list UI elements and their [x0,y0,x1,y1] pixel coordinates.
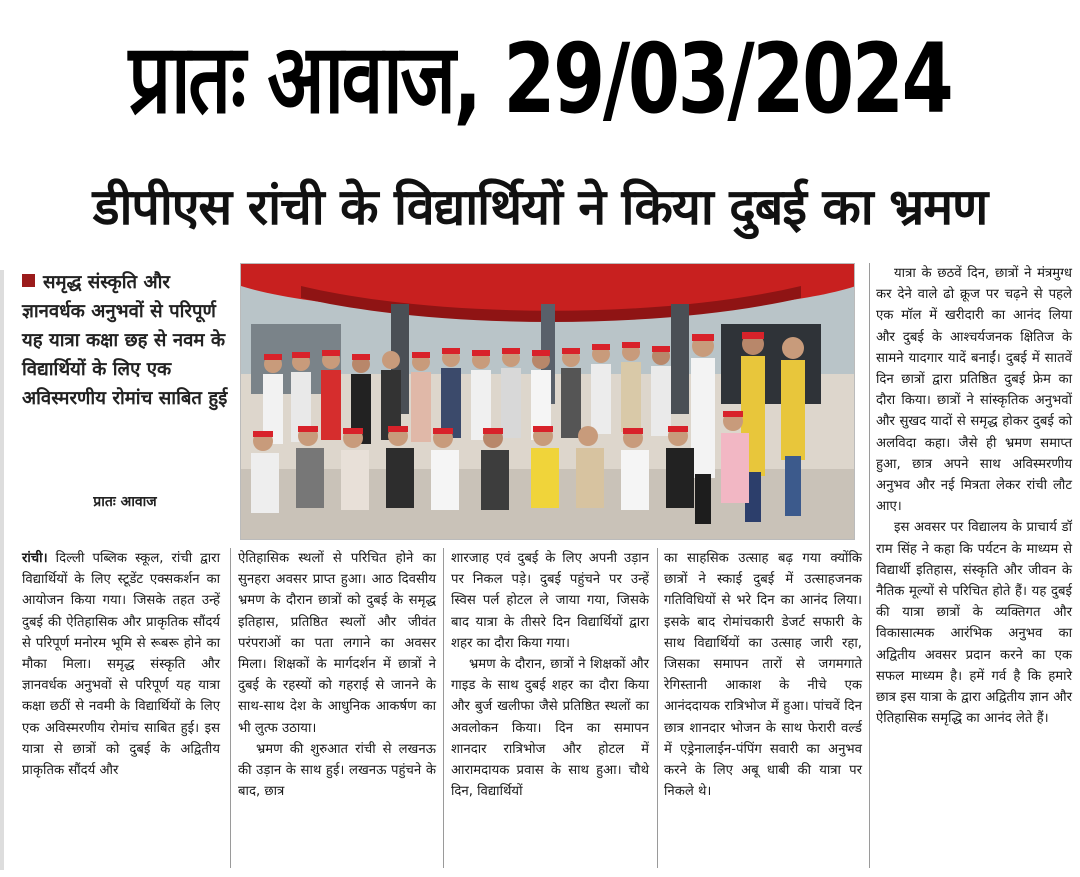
page-edge [0,270,4,870]
column-divider [443,548,444,868]
article-col2-para2: भ्रमण की शुरुआत रांची से लखनऊ की उड़ान के साथ हुई। लखनऊ पहुंचने के बाद, छात्र [238,741,436,800]
article-col2-para1: ऐतिहासिक स्थलों से परिचित होने का सुनहरा अवसर प्राप्त हुआ। आठ दिवसीय भ्रमण के दौरान छात्रों को दुबई के समृद्ध इतिहास, प्रतिष्ठित स्थलों और जीवंत परंपराओं का पता लगाने का अवसर मिला। शिक्षकों के मार्गदर्शन में छात्रों ने दुबई के रहस्यों को गहराई से जानने के साथ-साथ देश के आधुनिक आकर्षण का भी लुत्फ उठाया। [238,551,436,736]
article-column-5 [876,263,1072,729]
article-col5-para2: इस अवसर पर विद्यालय के प्राचार्य डॉ राम सिंह ने कहा कि पर्यटन के माध्यम से विद्यार्थी इतिहास, संस्कृति और जीवन के नैतिक मूल्यों से परिचित होते हैं। यह दुबई की यात्रा छात्रों के व्यक्तिगत और विकासात्मक आरंभिक अनुभव का अद्वितीय अवसर प्रदान करने का एक सफल माध्यम है। हमें गर्व है कि हमारे छात्र इस यात्रा के द्वारा अद्वितीय ज्ञान और ऐतिहासिक समृद्धि का आनंद लेते हैं। [876,520,1072,727]
article-col4-text: का साहसिक उत्साह बढ़ गया क्योंकि छात्रों ने स्काई दुबई में उत्साहजनक गतिविधियों से भरे दिन का आनंद लिया। इसके बाद रोमांचकारी डेजर्ट सफारी के साथ विद्यार्थियों का उत्साह जारी रहा, जिसका समापन तारों से जगमगाते रेगिस्तानी आकाश के नीचे एक आनंददायक रात्रिभोज में हुआ। पांचवें दिन छात्र शानदार भोजन के साथ फेरारी वर्ल्ड में एड्रेनालाईन-पंपिंग सवारी का अनुभव करने के लिए अबू धाबी की यात्रा पर निकले थे। [664,551,862,800]
highlight-text: समृद्ध संस्कृति और ज्ञानवर्धक अनुभवों से परिपूर्ण यह यात्रा कक्षा छह से नवम के विद्यार्थियों के लिए एक अविस्मरणीय रोमांच साबित हुई [22,272,228,409]
article-column-2 [238,548,436,802]
highlight-box [22,268,228,488]
masthead-title: प्रातः आवाज, 29/03/2024 [128,23,952,135]
dateline: रांची। [22,551,48,566]
article-column-3 [451,548,649,802]
byline: प्रातः आवाज [93,494,157,510]
group-photo-illustration [241,264,855,540]
bullet-icon [22,274,35,287]
column-divider [657,548,658,868]
column-divider [869,263,870,868]
article-col1-text: दिल्ली पब्लिक स्कूल, रांची द्वारा विद्यार्थियों के लिए स्टूडेंट एक्सकर्शन का आयोजन किया गया। जिसके तहत उन्हें दुबई की ऐतिहासिक और प्राकृतिक सौंदर्य से परिपूर्ण मनोरम भूमि से रूबरू होने का मौका मिला। समृद्ध संस्कृति और ज्ञानवर्धक अनुभवों से परिपूर्ण यह यात्रा कक्षा छठीं से नवमी के विद्यार्थियों के लिए एक अविस्मरणीय रोमांच साबित हुई। इस यात्रा से छात्रों को दुबई के अद्वितीय प्राकृतिक सौंदर्य और [22,551,220,779]
article-column-1 [22,548,220,781]
article-col3-para2: भ्रमण के दौरान, छात्रों ने शिक्षकों और गाइड के साथ दुबई शहर का दौरा किया और बुर्ज खलीफा जैसे प्रतिष्ठित स्थलों का अवलोकन किया। दिन का समापन शानदार रात्रिभोज और होटल में आरामदायक प्रवास के साथ हुआ। चौथे दिन, विद्यार्थियों [451,657,649,800]
article-column-4 [664,548,862,802]
column-divider [230,548,231,868]
article-col3-para1: शारजाह एवं दुबई के लिए अपनी उड़ान पर निकल पड़े। दुबई पहुंचने पर उन्हें स्विस पर्ल होटल ले जाया गया, जिसके बाद यात्रा के तीसरे दिन विद्यार्थियों द्वारा शहर का दौरा किया गया। [451,551,649,651]
headline: डीपीएस रांची के विद्यार्थियों ने किया दुबई का भ्रमण [92,178,988,236]
group-photo [240,263,855,540]
article-col5-para1: यात्रा के छठवें दिन, छात्रों ने मंत्रमुग्ध कर देने वाले ढो क्रूज पर चढ़ने से पहले एक मॉल में खरीदारी का आनंद लिया और दुबई के आश्चर्यजनक क्षितिज के सामने यादगार यादें बनाईं। दुबई में सातवें दिन छात्रों द्वारा प्रतिष्ठित दुबई फ्रेम का दौरा किया। छात्रों ने सांस्कृतिक अनुभवों और सुखद यादों से समृद्ध होकर दुबई को अलविदा कहा। जैसे ही भ्रमण समाप्त हुआ, छात्र अपने साथ अविस्मरणीय अनुभव और नई मित्रता लेकर रांची लौट आए। [876,266,1072,515]
